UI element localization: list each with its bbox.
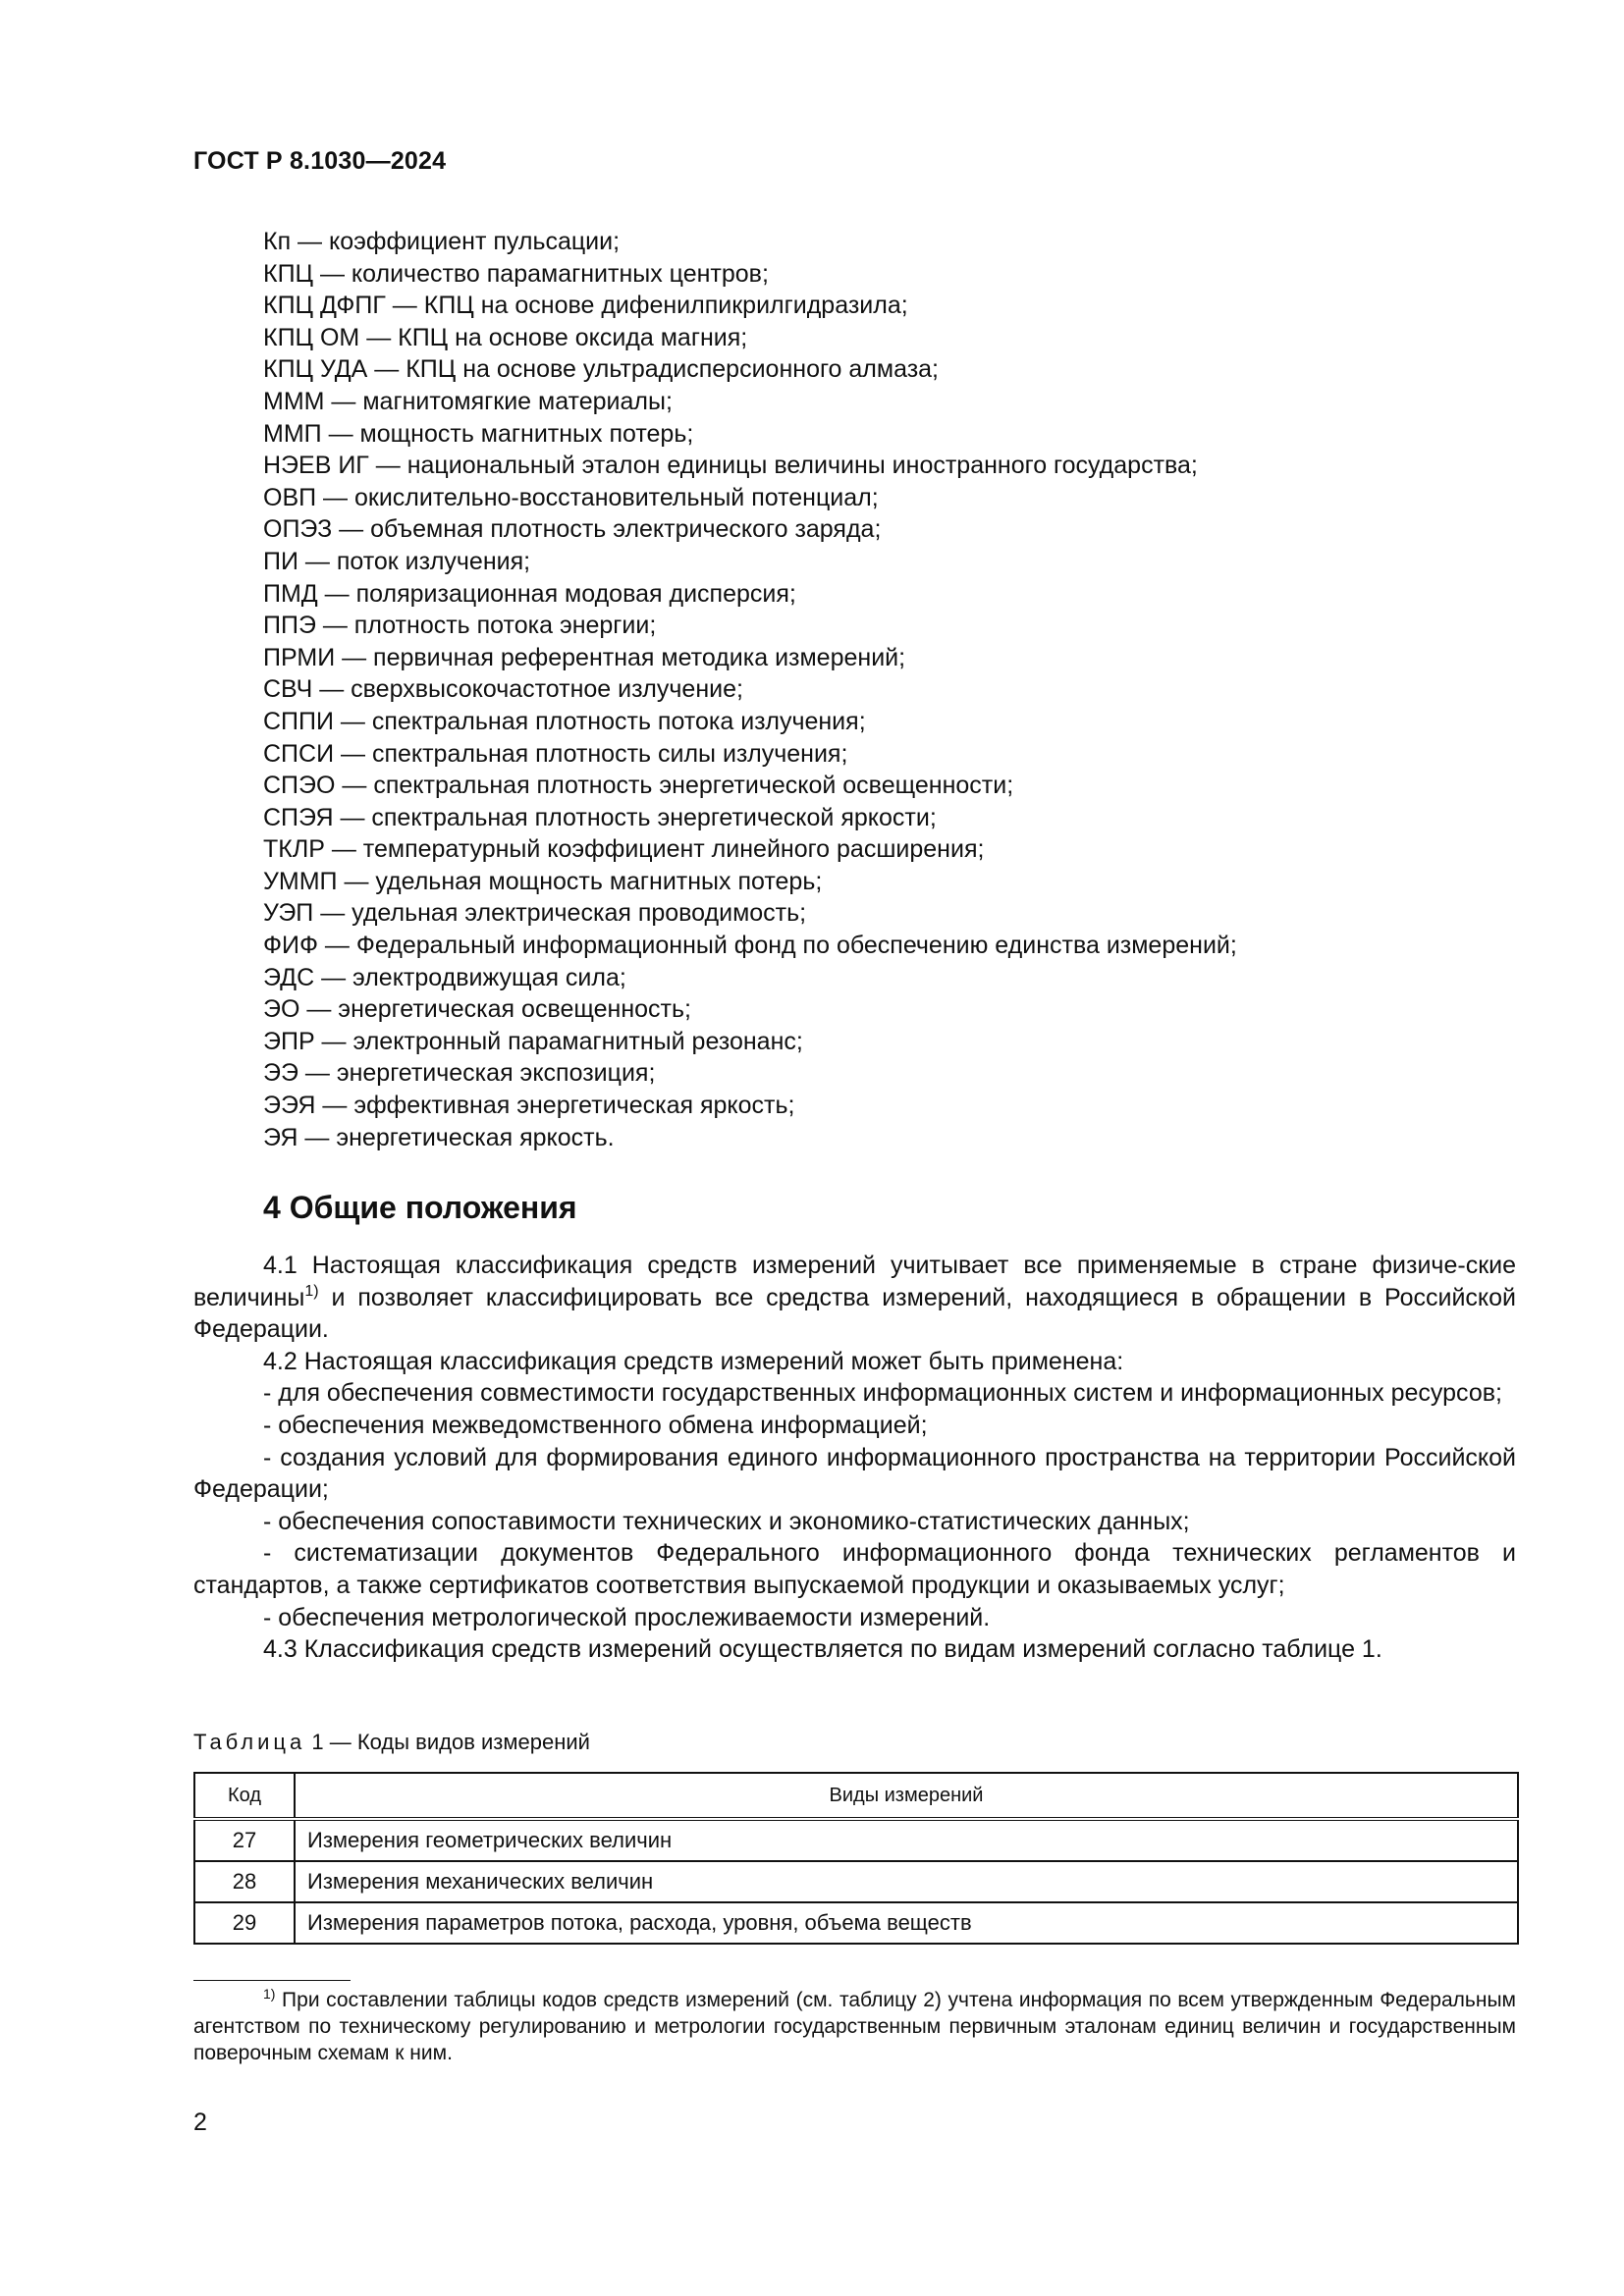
abbreviation-item: СВЧ — сверхвысокочастотное излучение; (263, 675, 743, 704)
column-header-kind: Виды измерений (295, 1773, 1518, 1819)
table-caption-text: 1 — Коды видов измерений (305, 1730, 590, 1754)
footnote-divider (193, 1980, 351, 1981)
abbreviation-item: ЭЭЯ — эффективная энергетическая яркость; (263, 1092, 795, 1120)
abbreviation-item: ППЭ — плотность потока энергии; (263, 612, 657, 640)
table-row (194, 1902, 1518, 1944)
list-item: - обеспечения сопоставимости технических и экономико-статистических данных; (263, 1507, 1190, 1535)
table-row (194, 1861, 1518, 1902)
abbreviation-item: УММП — удельная мощность магнитных потерь; (263, 867, 823, 895)
cell-kind: Измерения геометрических величин (295, 1819, 1518, 1861)
section-title: 4 Общие положения (263, 1190, 577, 1225)
abbreviation-item: ЭДС — электродвижущая сила; (263, 963, 626, 991)
abbreviation-item: СПЭО — спектральная плотность энергетической освещенности; (263, 772, 1014, 800)
abbreviation-item: ПИ — поток излучения; (263, 547, 531, 575)
list-item: - систематизации документов Федерального информационного фонда технических регламентов и стандартов, а также сертификатов соответствия выпускаемой продукции и оказываемых услуг; (193, 1539, 1516, 1599)
abbreviation-item: УЭП — удельная электрическая проводимость; (263, 899, 807, 928)
cell-code: 29 (194, 1902, 295, 1944)
measurement-codes-table (193, 1772, 1519, 1945)
abbreviation-item: ОПЭЗ — объемная плотность электрического заряда; (263, 515, 882, 544)
list-item: - создания условий для формирования единого информационного пространства на территории Российской Федерации; (193, 1443, 1516, 1504)
abbreviation-item: ФИФ — Федеральный информационный фонд по обеспечению единства измерений; (263, 932, 1237, 960)
abbreviation-item: ММП — мощность магнитных потерь; (263, 419, 694, 448)
section-body (193, 1250, 1516, 1666)
table-header-row (194, 1773, 1518, 1819)
abbreviation-item: СПСИ — спектральная плотность силы излучения; (263, 739, 848, 768)
page-number: 2 (193, 2109, 207, 2136)
abbreviation-item: ОВП — окислительно-восстановительный потенциал; (263, 483, 879, 511)
cell-kind: Измерения механических величин (295, 1861, 1518, 1902)
cell-code: 28 (194, 1861, 295, 1902)
paragraph-4-3: 4.3 Классификация средств измерений осуществляется по видам измерений согласно таблице 1. (263, 1635, 1382, 1664)
abbreviation-item: КПЦ — количество парамагнитных центров; (263, 259, 769, 288)
abbreviation-item: ЭПР — электронный парамагнитный резонанс; (263, 1027, 803, 1055)
footnote-text: При составлении таблицы кодов средств измерений (см. таблицу 2) учтена информация по всем утвержденным Федеральным агентством по техническому регулированию и метрологии государственным первичным эталонам единиц величин и государственным поверочным схемам к ним. (193, 1989, 1516, 2064)
abbreviation-item: ТКЛР — температурный коэффициент линейного расширения; (263, 835, 985, 864)
abbreviation-item: СПЭЯ — спектральная плотность энергетической яркости; (263, 803, 937, 831)
footnote-marker: 1) (263, 1986, 276, 2002)
footnote (193, 1987, 1516, 2066)
list-item: - обеспечения метрологической прослеживаемости измерений. (263, 1603, 991, 1631)
abbreviation-item: ЭЭ — энергетическая экспозиция; (263, 1059, 656, 1088)
abbreviation-list (263, 226, 1540, 1153)
abbreviation-item: КПЦ УДА — КПЦ на основе ультрадисперсионного алмаза; (263, 355, 940, 384)
footnote-reference: 1) (304, 1282, 319, 1300)
cell-code: 27 (194, 1819, 295, 1861)
paragraph-4-2: 4.2 Настоящая классификация средств измерений может быть применена: (263, 1347, 1124, 1375)
column-header-code: Код (194, 1773, 295, 1819)
abbreviation-item: НЭЕВ ИГ — национальный эталон единицы величины иностранного государства; (263, 452, 1198, 480)
abbreviation-item: МММ — магнитомягкие материалы; (263, 387, 673, 415)
abbreviation-item: КПЦ ДФПГ — КПЦ на основе дифенилпикрилгидразила; (263, 292, 908, 320)
cell-kind: Измерения параметров потока, расхода, уровня, объема веществ (295, 1902, 1518, 1944)
abbreviation-item: Кп — коэффициент пульсации; (263, 228, 621, 255)
abbreviation-item: СППИ — спектральная плотность потока излучения; (263, 707, 866, 735)
list-item: - для обеспечения совместимости государственных информационных систем и информационных ресурсов; (263, 1379, 1502, 1408)
abbreviation-item: ПМД — поляризационная модовая дисперсия; (263, 579, 796, 608)
list-item: - обеспечения межведомственного обмена информацией; (263, 1411, 928, 1439)
abbreviation-item: ЭЯ — энергетическая яркость. (263, 1123, 615, 1151)
abbreviation-item: КПЦ ОМ — КПЦ на основе оксида магния; (263, 323, 748, 351)
table-caption (193, 1730, 590, 1755)
abbreviation-item: ПРМИ — первичная референтная методика измерений; (263, 643, 906, 671)
abbreviation-item: ЭО — энергетическая освещенность; (263, 995, 691, 1024)
table-caption-label: Таблица (193, 1730, 306, 1754)
paragraph-4-1: 4.1 Настоящая классификация средств измерений учитывает все применяемые в стране физиче-ские величины$^{1)}$ и позволяет классифицировать все средства измерений, находящиеся в обращении в Российской Федерации. (193, 1252, 1516, 1344)
table-row (194, 1819, 1518, 1861)
document-header: ГОСТ Р 8.1030—2024 (193, 147, 447, 175)
